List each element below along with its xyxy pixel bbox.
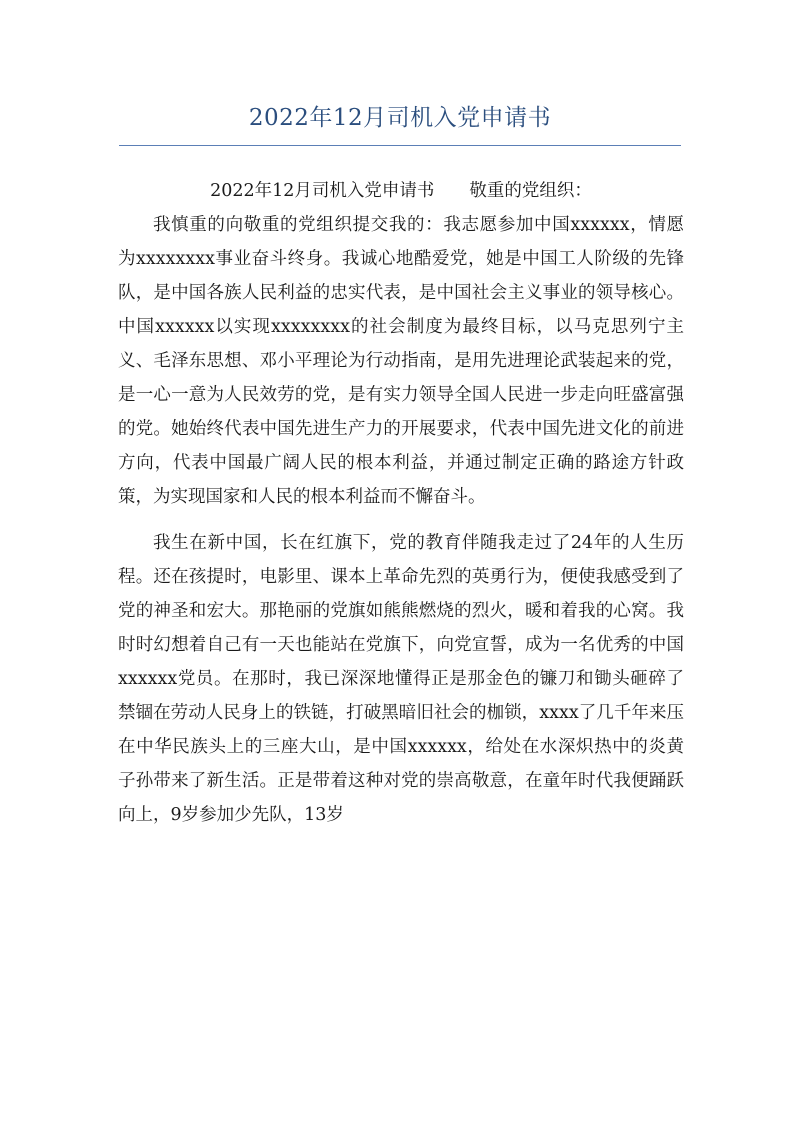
document-title: 2022年12月司机入党申请书 (248, 105, 552, 131)
paragraph-1: 我慎重的向敬重的党组织提交我的：我志愿参加中国xxxxxx，情愿为xxxxxxxx事业奋斗终身。我诚心地酷爱党，她是中国工人阶级的先锋队，是中国各族人民利益的忠实代表，是中国社会主义事业的领导核心。中国xxxxxx以实现xxxxxxxx的社会制度为最终目标，以马克思列宁主义、毛泽东思想、邓小平理论为行动指南，是用先进理论武装起来的党，是一心一意为人民效劳的党，是有实力领导全国人民进一步走向旺盛富强的党。她始终代表中国先进生产力的开展要求，代表中国先进文化的前进方向，代表中国最广阔人民的根本利益，并通过制定正确的路途方针政策，为实现国家和人民的根本利益而不懈奋斗。 (118, 215, 684, 507)
document-subtitle-line: 2022年12月司机入党申请书 敬重的党组织： (210, 181, 592, 201)
paragraph-2: 我生在新中国，长在红旗下，党的教育伴随我走过了24年的人生历程。还在孩提时，电影里、课本上革命先烈的英勇行为，便使我感受到了党的神圣和宏大。那艳丽的党旗如熊熊燃烧的烈火，暖和着我的心窝。我时时幻想着自己有一天也能站在党旗下，向党宣誓，成为一名优秀的中国xxxxxx党员。在那时，我已深深地懂得正是那金色的镰刀和锄头砸碎了禁锢在劳动人民身上的铁链，打破黑暗旧社会的枷锁，xxxx了几千年来压在中华民族头上的三座大山，是中国xxxxxx，给处在水深炽热中的炎黄子孙带来了新生活。正是带着这种对党的崇高敬意，在童年时代我便踊跃向上，9岁参加少先队，13岁 (118, 533, 684, 825)
title-divider (119, 145, 681, 146)
document-body (118, 174, 684, 832)
